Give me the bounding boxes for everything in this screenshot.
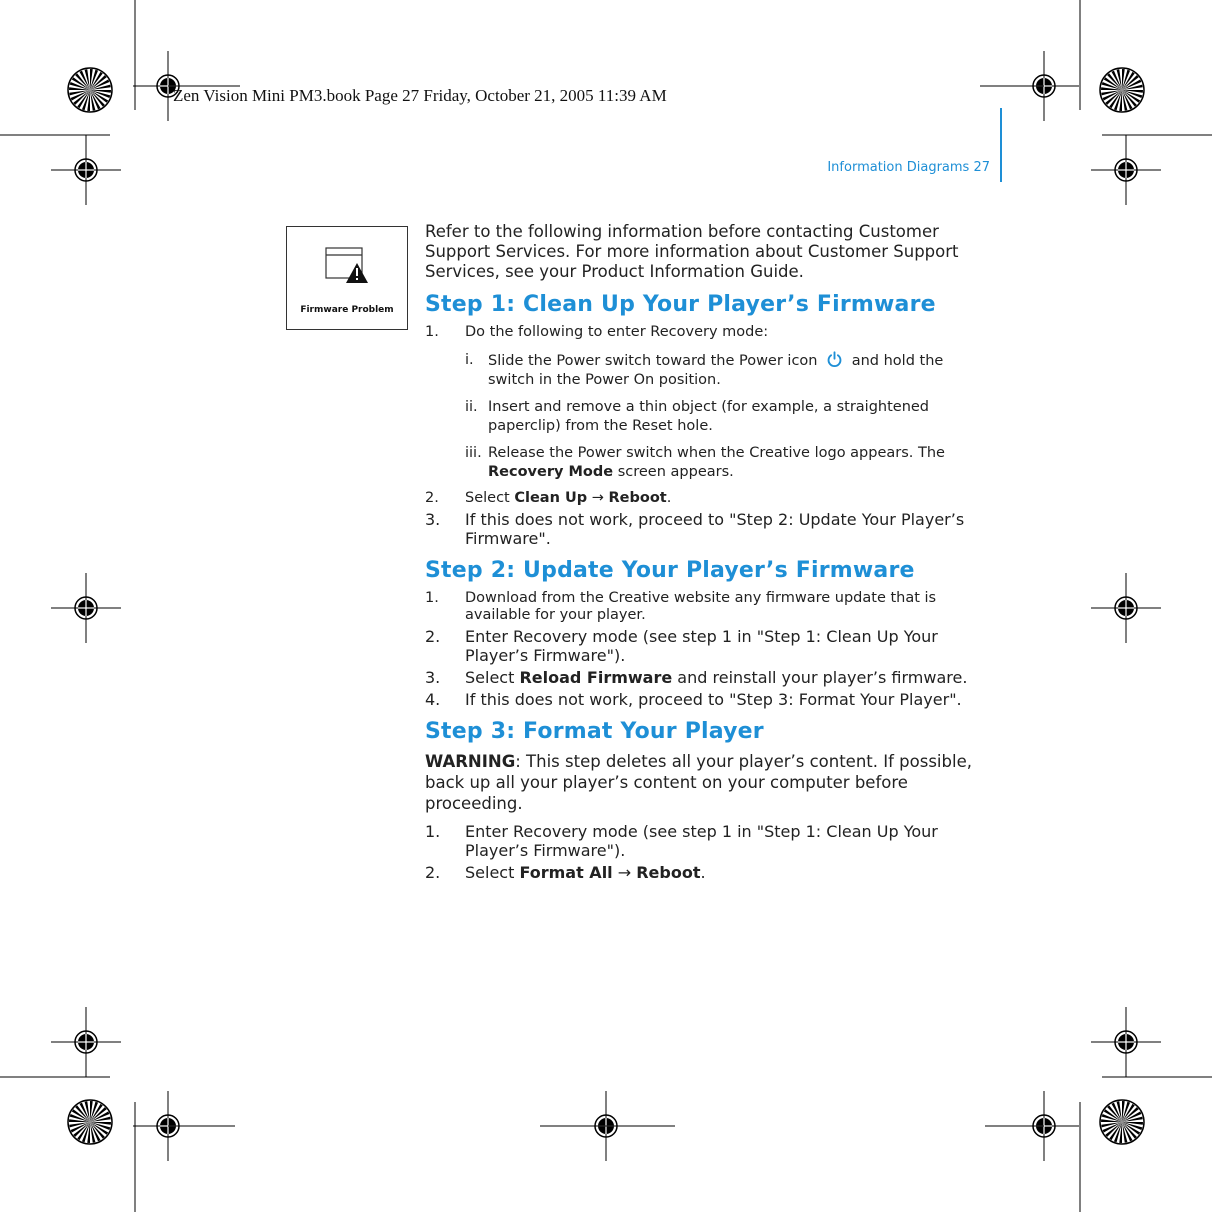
step2-heading: Step 2: Update Your Player’s Firmware	[425, 558, 915, 583]
list-item	[425, 324, 985, 482]
item-text: Select	[465, 863, 520, 882]
item-number: 2.	[425, 863, 441, 882]
list-item	[425, 863, 985, 882]
arrow: →	[587, 490, 609, 506]
firmware-problem-box	[286, 226, 408, 330]
recovery-substeps	[465, 351, 985, 482]
window-warning-icon	[287, 241, 409, 311]
list-item	[425, 590, 985, 624]
firmware-problem-label: Firmware Problem	[300, 305, 394, 315]
item-number: 3.	[425, 668, 441, 687]
item-text: Enter Recovery mode (see step 1 in "Step 1: Clean Up Your Player’s Firmware").	[465, 822, 938, 860]
item-text: .	[700, 863, 706, 882]
reboot-term: Reboot	[608, 490, 667, 506]
book-slug: Zen Vision Mini PM3.book Page 27 Friday, October 21, 2005 11:39 AM	[173, 86, 667, 105]
list-item	[425, 490, 985, 507]
item-number: iii.	[465, 445, 482, 461]
item-number: 3.	[425, 510, 441, 529]
item-text: and reinstall your player’s firmware.	[672, 668, 968, 687]
item-text: If this does not work, proceed to "Step 3: Format Your Player".	[465, 690, 962, 709]
arrow: →	[612, 863, 637, 882]
item-text: .	[666, 490, 672, 506]
item-number: 2.	[425, 627, 441, 646]
header-accent-bar	[1000, 108, 1002, 182]
item-number: i.	[465, 352, 474, 368]
item-number: 2.	[425, 490, 439, 506]
reload-firmware-term: Reload Firmware	[519, 668, 673, 687]
format-all-term: Format All	[519, 863, 613, 882]
step3-list	[425, 822, 985, 882]
item-text: Do the following to enter Recovery mode:	[465, 324, 769, 340]
step2-list	[425, 590, 985, 709]
page-content	[425, 222, 985, 885]
warning-paragraph	[425, 751, 985, 814]
item-text: If this does not work, proceed to "Step 2: Update Your Player’s Firmware".	[465, 510, 965, 548]
item-text: Enter Recovery mode (see step 1 in "Step 1: Clean Up Your Player’s Firmware").	[465, 627, 938, 665]
item-number: 1.	[425, 822, 441, 841]
step3-heading: Step 3: Format Your Player	[425, 719, 764, 744]
intro-paragraph: Refer to the following information before contacting Customer Support Services. For more information about Customer Support Services, see your Product Information Guide.	[425, 222, 959, 281]
list-item	[465, 444, 985, 482]
step1-heading: Step 1: Clean Up Your Player’s Firmware	[425, 292, 936, 317]
power-icon	[826, 351, 843, 368]
reboot-term: Reboot	[636, 863, 701, 882]
item-text: Select	[465, 668, 520, 687]
item-text: Insert and remove a thin object (for example, a straightened paperclip) from the Reset hole.	[488, 399, 930, 434]
item-text: Select	[465, 490, 515, 506]
list-item	[425, 510, 985, 548]
list-item	[425, 627, 985, 665]
warning-label: WARNING	[425, 752, 516, 771]
item-number: ii.	[465, 399, 478, 415]
list-item	[425, 690, 985, 709]
item-text: screen appears.	[613, 464, 734, 480]
item-text: Slide the Power switch toward the Power icon	[488, 353, 818, 369]
list-item	[465, 398, 985, 436]
item-number: 4.	[425, 690, 441, 709]
item-text: Release the Power switch when the Creative logo appears. The	[488, 445, 945, 461]
item-text: and hold the switch in the Power On position.	[488, 353, 944, 388]
list-item	[425, 668, 985, 687]
item-text: Download from the Creative website any firmware update that is available for your player.	[465, 590, 937, 623]
warning-text: : This step deletes all your player’s content. If possible, back up all your player’s content on your computer before proceeding.	[425, 752, 972, 813]
step1-list	[425, 324, 985, 548]
running-head: Information Diagrams 27	[827, 160, 990, 175]
recovery-mode-term: Recovery Mode	[488, 464, 614, 480]
item-number: 1.	[425, 590, 439, 606]
list-item	[425, 822, 985, 860]
item-number: 1.	[425, 324, 439, 340]
clean-up-term: Clean Up	[514, 490, 588, 506]
list-item	[465, 351, 985, 390]
